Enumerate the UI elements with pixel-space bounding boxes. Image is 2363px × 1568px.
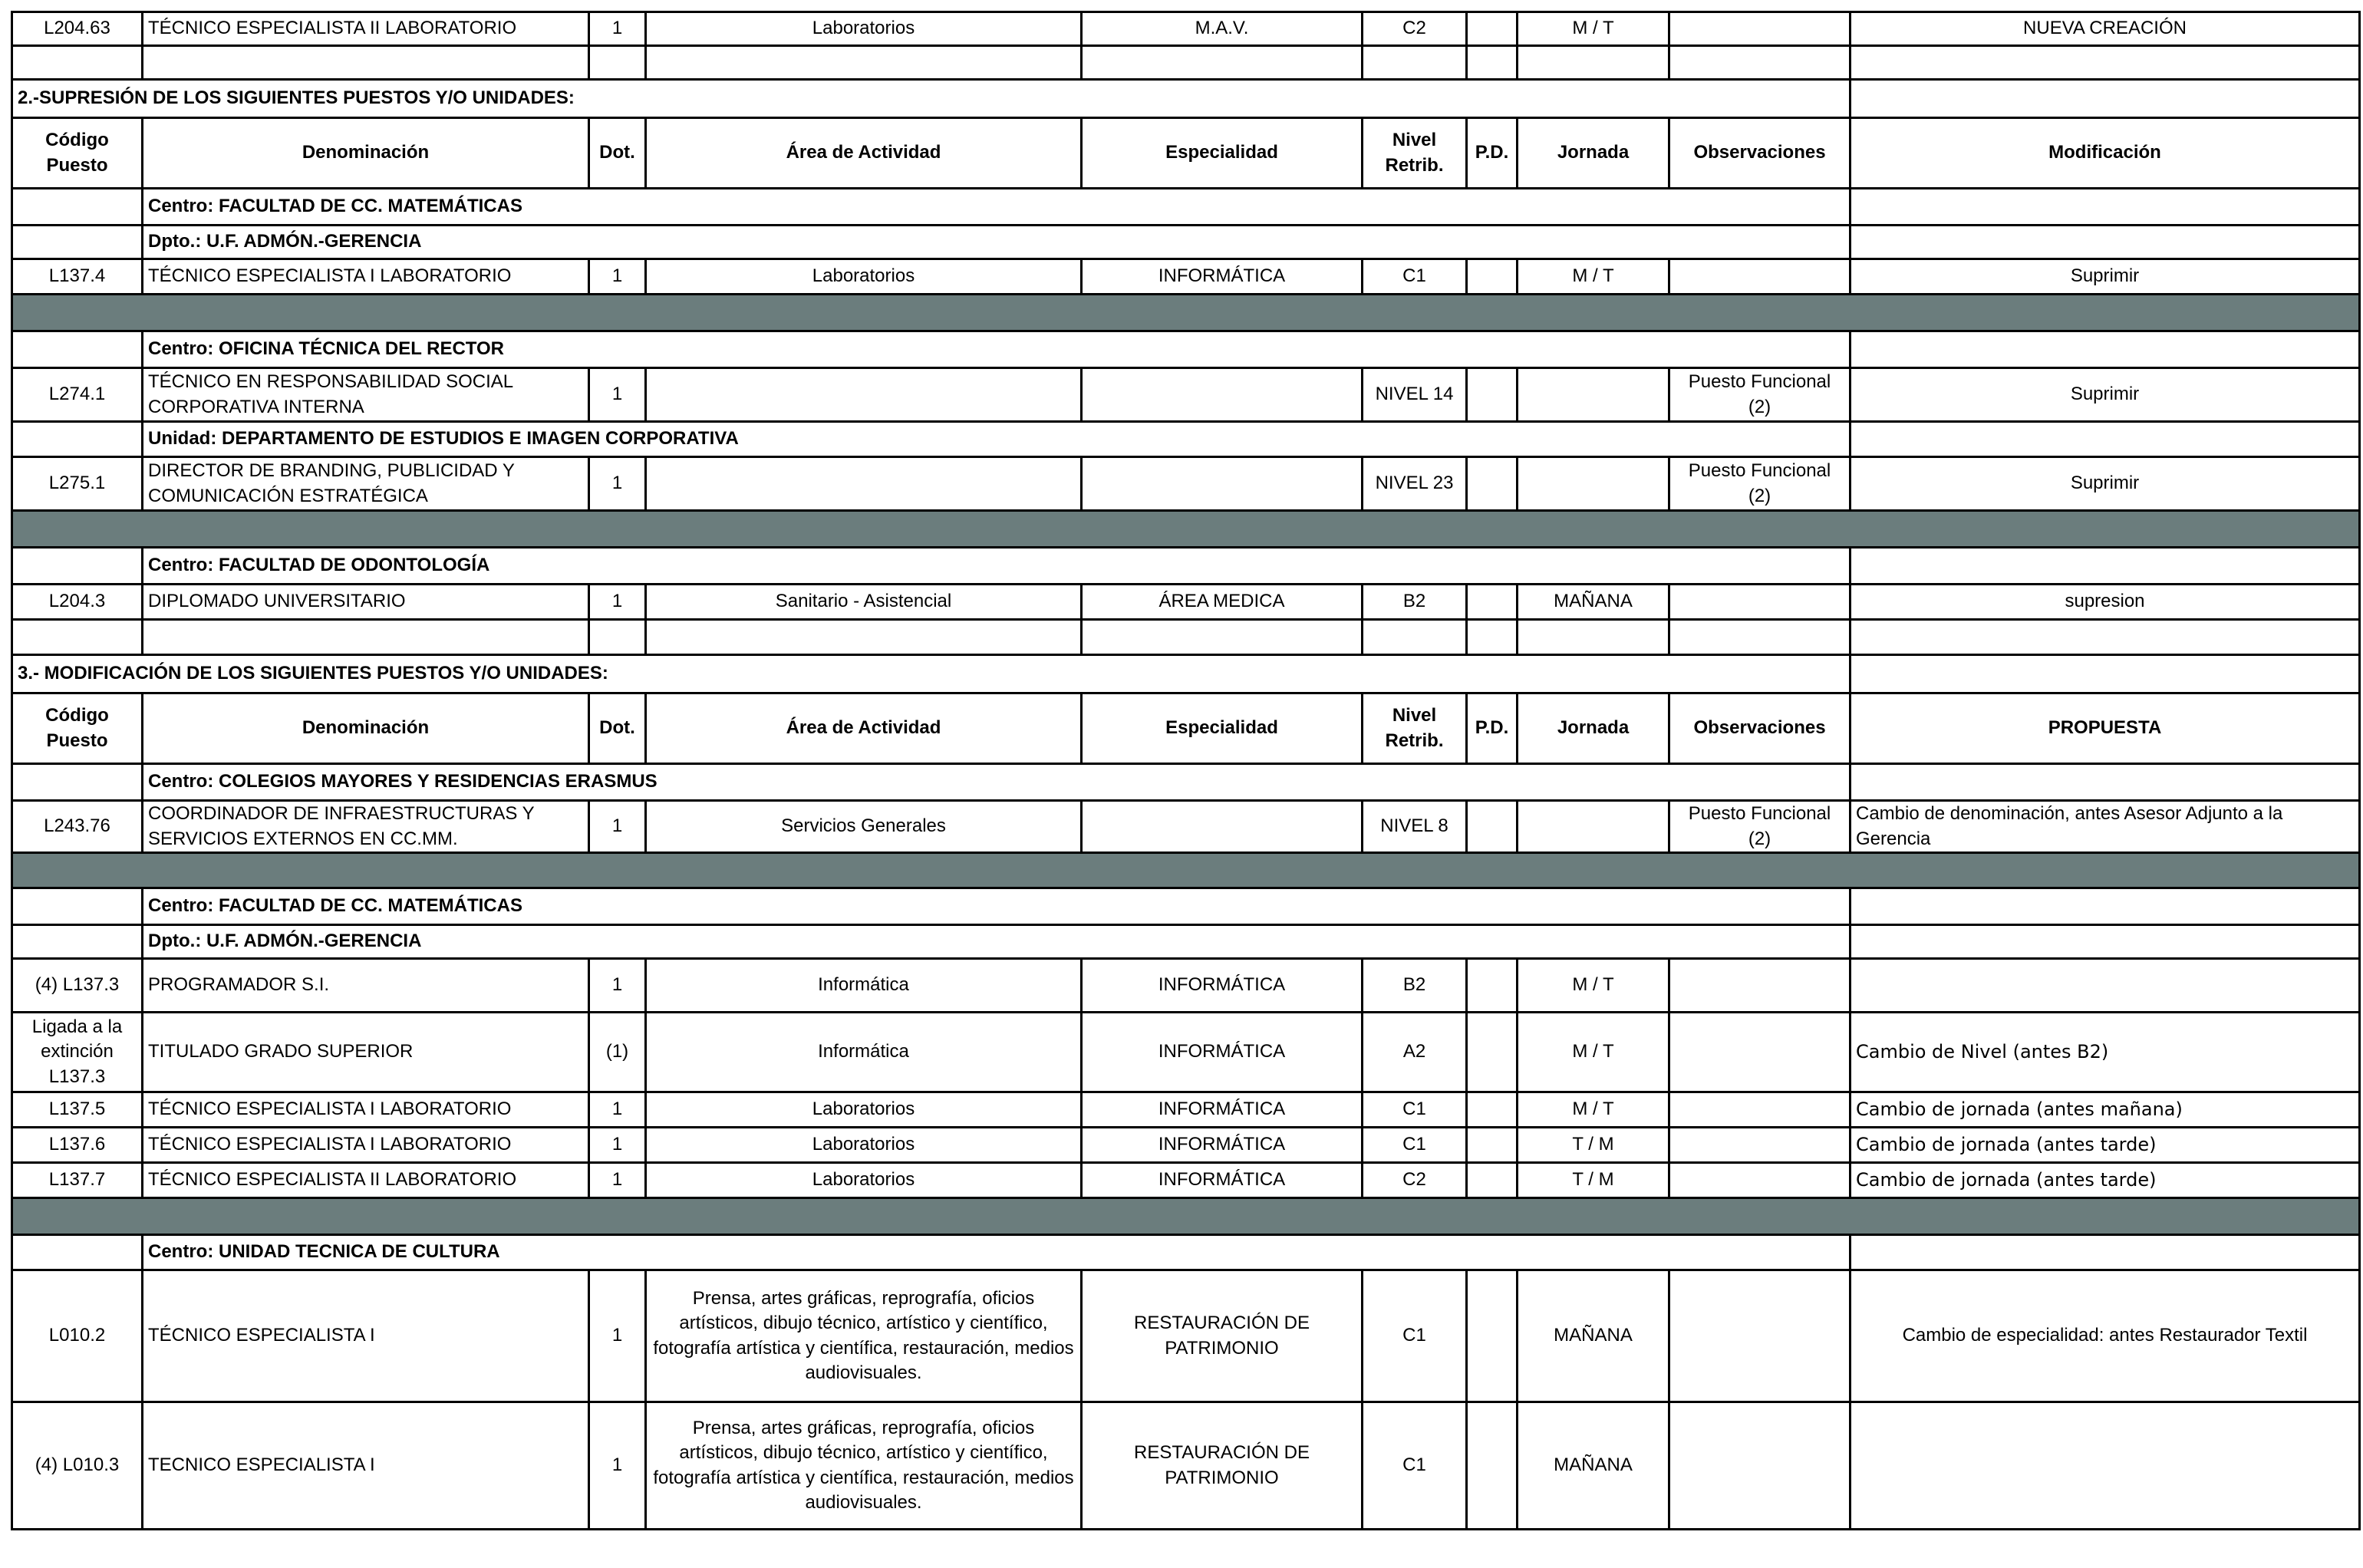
especialidad-cell: M.A.V. (1082, 12, 1363, 46)
especialidad-cell (1082, 801, 1363, 853)
pd-cell (1467, 1402, 1518, 1530)
jornada-cell: MAÑANA (1518, 1402, 1669, 1530)
dot-cell: 1 (589, 259, 646, 295)
header-especialidad: Especialidad (1082, 693, 1363, 764)
area-cell: Sanitario - Asistencial (646, 585, 1082, 620)
especialidad-cell (1082, 368, 1363, 422)
dot-cell: 1 (589, 585, 646, 620)
section-title-row (12, 80, 2360, 118)
observaciones-cell (1669, 12, 1851, 46)
table-row (12, 1402, 2360, 1530)
observaciones-cell (1669, 1013, 1851, 1092)
table-row (12, 959, 2360, 1013)
denominacion-cell: TÉCNICO ESPECIALISTA II LABORATORIO (143, 1163, 589, 1198)
observaciones-cell (1669, 959, 1851, 1013)
denominacion-cell: DIRECTOR DE BRANDING, PUBLICIDAD Y COMUNICACIÓN ESTRATÉGICA (143, 457, 589, 511)
centro-row (12, 548, 2360, 585)
especialidad-cell: INFORMÁTICA (1082, 959, 1363, 1013)
dot-cell: 1 (589, 1128, 646, 1163)
table-row (12, 1092, 2360, 1128)
centro-row (12, 888, 2360, 925)
header-especialidad: Especialidad (1082, 118, 1363, 189)
section-title: 3.- MODIFICACIÓN DE LOS SIGUIENTES PUESTOS Y/O UNIDADES: (12, 655, 1851, 693)
area-cell: Laboratorios (646, 1128, 1082, 1163)
dot-cell: 1 (589, 1270, 646, 1402)
header-observaciones: Observaciones (1669, 693, 1851, 764)
propuesta-cell: Cambio de jornada (antes tarde) (1851, 1163, 2360, 1198)
jornada-cell: M / T (1518, 1013, 1669, 1092)
modificacion-cell: supresion (1851, 585, 2360, 620)
header-nivel: Nivel Retrib. (1363, 118, 1467, 189)
pd-cell (1467, 1092, 1518, 1128)
centro-row (12, 764, 2360, 801)
area-cell (646, 368, 1082, 422)
nivel-cell: B2 (1363, 959, 1467, 1013)
pd-cell (1467, 959, 1518, 1013)
table-row (12, 12, 2360, 46)
propuesta-cell: Cambio de denominación, antes Asesor Adjunto a la Gerencia (1851, 801, 2360, 853)
observaciones-cell: Puesto Funcional (2) (1669, 368, 1851, 422)
codigo-cell: Ligada a la extinción L137.3 (12, 1013, 143, 1092)
dot-cell: 1 (589, 1092, 646, 1128)
observaciones-cell (1669, 1270, 1851, 1402)
centro-label: Centro: COLEGIOS MAYORES Y RESIDENCIAS ERASMUS (143, 764, 1851, 801)
observaciones-cell (1669, 259, 1851, 295)
area-cell: Informática (646, 959, 1082, 1013)
codigo-cell: L204.63 (12, 12, 143, 46)
denominacion-cell: TITULADO GRADO SUPERIOR (143, 1013, 589, 1092)
section-title-row (12, 655, 2360, 693)
codigo-cell: L274.1 (12, 368, 143, 422)
positions-table (11, 11, 2361, 1530)
separator-row (12, 295, 2360, 331)
pd-cell (1467, 259, 1518, 295)
header-dot: Dot. (589, 118, 646, 189)
dot-cell: 1 (589, 12, 646, 46)
codigo-cell: L137.6 (12, 1128, 143, 1163)
dot-cell: 1 (589, 368, 646, 422)
observaciones-cell: Puesto Funcional (2) (1669, 801, 1851, 853)
denominacion-cell: TÉCNICO ESPECIALISTA I LABORATORIO (143, 259, 589, 295)
modificacion-cell: Suprimir (1851, 457, 2360, 511)
denominacion-cell: PROGRAMADOR S.I. (143, 959, 589, 1013)
pd-cell (1467, 457, 1518, 511)
dot-cell: 1 (589, 801, 646, 853)
header-codigo: Código Puesto (12, 118, 143, 189)
centro-label: Centro: UNIDAD TECNICA DE CULTURA (143, 1235, 1851, 1270)
empty-row (12, 620, 2360, 655)
centro-label: Centro: FACULTAD DE ODONTOLOGÍA (143, 548, 1851, 585)
dpto-row (12, 226, 2360, 259)
codigo-cell: L010.2 (12, 1270, 143, 1402)
codigo-cell: L204.3 (12, 585, 143, 620)
dpto-label: Dpto.: U.F. ADMÓN.-GERENCIA (143, 925, 1851, 959)
table-row (12, 368, 2360, 422)
pd-cell (1467, 1163, 1518, 1198)
especialidad-cell: INFORMÁTICA (1082, 259, 1363, 295)
pd-cell (1467, 585, 1518, 620)
centro-label: Centro: FACULTAD DE CC. MATEMÁTICAS (143, 189, 1851, 226)
nivel-cell: A2 (1363, 1013, 1467, 1092)
header-observaciones: Observaciones (1669, 118, 1851, 189)
table-row (12, 457, 2360, 511)
unidad-row (12, 422, 2360, 457)
jornada-cell: M / T (1518, 259, 1669, 295)
nivel-cell: C1 (1363, 1402, 1467, 1530)
header-dot: Dot. (589, 693, 646, 764)
dot-cell: 1 (589, 1163, 646, 1198)
empty-row (12, 46, 2360, 80)
observaciones-cell (1669, 1402, 1851, 1530)
codigo-cell: L275.1 (12, 457, 143, 511)
centro-label: Centro: FACULTAD DE CC. MATEMÁTICAS (143, 888, 1851, 925)
jornada-cell (1518, 801, 1669, 853)
dot-cell: 1 (589, 959, 646, 1013)
codigo-cell: (4) L137.3 (12, 959, 143, 1013)
nivel-cell: C1 (1363, 1270, 1467, 1402)
codigo-cell: L137.5 (12, 1092, 143, 1128)
observaciones-cell (1669, 585, 1851, 620)
codigo-cell: (4) L010.3 (12, 1402, 143, 1530)
nivel-cell: B2 (1363, 585, 1467, 620)
area-cell: Prensa, artes gráficas, reprografía, oficios artísticos, dibujo técnico, artístico y científico, fotografía artística y científica, restauración, medios audiovisuales. (646, 1402, 1082, 1530)
especialidad-cell: RESTAURACIÓN DE PATRIMONIO (1082, 1270, 1363, 1402)
header-codigo: Código Puesto (12, 693, 143, 764)
dot-cell: (1) (589, 1013, 646, 1092)
observaciones-cell (1669, 1092, 1851, 1128)
header-jornada: Jornada (1518, 118, 1669, 189)
jornada-cell: M / T (1518, 959, 1669, 1013)
centro-row (12, 331, 2360, 368)
separator-row (12, 1198, 2360, 1235)
propuesta-cell: Cambio de Nivel (antes B2) (1851, 1013, 2360, 1092)
header-area: Área de Actividad (646, 118, 1082, 189)
especialidad-cell (1082, 457, 1363, 511)
denominacion-cell: TÉCNICO EN RESPONSABILIDAD SOCIAL CORPORATIVA INTERNA (143, 368, 589, 422)
jornada-cell: MAÑANA (1518, 585, 1669, 620)
codigo-cell: L137.7 (12, 1163, 143, 1198)
denominacion-cell: TÉCNICO ESPECIALISTA I LABORATORIO (143, 1128, 589, 1163)
unidad-label: Unidad: DEPARTAMENTO DE ESTUDIOS E IMAGEN CORPORATIVA (143, 422, 1851, 457)
centro-row (12, 189, 2360, 226)
pd-cell (1467, 12, 1518, 46)
nivel-cell: C1 (1363, 1092, 1467, 1128)
jornada-cell (1518, 457, 1669, 511)
jornada-cell (1518, 368, 1669, 422)
table-row (12, 259, 2360, 295)
pd-cell (1467, 368, 1518, 422)
modificacion-cell: Suprimir (1851, 368, 2360, 422)
pd-cell (1467, 1013, 1518, 1092)
pd-cell (1467, 801, 1518, 853)
separator-row (12, 853, 2360, 888)
header-area: Área de Actividad (646, 693, 1082, 764)
area-cell (646, 457, 1082, 511)
denominacion-cell: TECNICO ESPECIALISTA I (143, 1402, 589, 1530)
dpto-row (12, 925, 2360, 959)
nivel-cell: NIVEL 14 (1363, 368, 1467, 422)
nivel-cell: C1 (1363, 259, 1467, 295)
header-propuesta: PROPUESTA (1851, 693, 2360, 764)
header-jornada: Jornada (1518, 693, 1669, 764)
area-cell: Laboratorios (646, 1163, 1082, 1198)
area-cell: Informática (646, 1013, 1082, 1092)
denominacion-cell: TÉCNICO ESPECIALISTA I (143, 1270, 589, 1402)
nivel-cell: NIVEL 8 (1363, 801, 1467, 853)
observaciones-cell (1669, 1128, 1851, 1163)
jornada-cell: MAÑANA (1518, 1270, 1669, 1402)
dot-cell: 1 (589, 1402, 646, 1530)
separator-row (12, 511, 2360, 548)
table-row (12, 1128, 2360, 1163)
area-cell: Servicios Generales (646, 801, 1082, 853)
codigo-cell: L243.76 (12, 801, 143, 853)
dpto-label: Dpto.: U.F. ADMÓN.-GERENCIA (143, 226, 1851, 259)
header-nivel: Nivel Retrib. (1363, 693, 1467, 764)
pd-cell (1467, 1128, 1518, 1163)
observaciones-cell (1669, 1163, 1851, 1198)
codigo-cell: L137.4 (12, 259, 143, 295)
nivel-cell: C2 (1363, 12, 1467, 46)
nivel-cell: C2 (1363, 1163, 1467, 1198)
header-row (12, 118, 2360, 189)
header-pd: P.D. (1467, 693, 1518, 764)
denominacion-cell: TÉCNICO ESPECIALISTA II LABORATORIO (143, 12, 589, 46)
table-row (12, 801, 2360, 853)
table-row (12, 585, 2360, 620)
especialidad-cell: INFORMÁTICA (1082, 1128, 1363, 1163)
especialidad-cell: INFORMÁTICA (1082, 1092, 1363, 1128)
header-denominacion: Denominación (143, 118, 589, 189)
jornada-cell: T / M (1518, 1128, 1669, 1163)
dot-cell: 1 (589, 457, 646, 511)
especialidad-cell: INFORMÁTICA (1082, 1163, 1363, 1198)
nivel-cell: C1 (1363, 1128, 1467, 1163)
jornada-cell: M / T (1518, 12, 1669, 46)
especialidad-cell: INFORMÁTICA (1082, 1013, 1363, 1092)
observaciones-cell: Puesto Funcional (2) (1669, 457, 1851, 511)
propuesta-cell: Cambio de especialidad: antes Restaurador Textil (1851, 1270, 2360, 1402)
header-pd: P.D. (1467, 118, 1518, 189)
centro-row (12, 1235, 2360, 1270)
denominacion-cell: TÉCNICO ESPECIALISTA I LABORATORIO (143, 1092, 589, 1128)
table-row (12, 1270, 2360, 1402)
propuesta-cell: Cambio de jornada (antes mañana) (1851, 1092, 2360, 1128)
section-title: 2.-SUPRESIÓN DE LOS SIGUIENTES PUESTOS Y/O UNIDADES: (12, 80, 1851, 118)
centro-label: Centro: OFICINA TÉCNICA DEL RECTOR (143, 331, 1851, 368)
propuesta-cell (1851, 1402, 2360, 1530)
area-cell: Laboratorios (646, 1092, 1082, 1128)
propuesta-cell: Cambio de jornada (antes tarde) (1851, 1128, 2360, 1163)
area-cell: Laboratorios (646, 259, 1082, 295)
area-cell: Prensa, artes gráficas, reprografía, oficios artísticos, dibujo técnico, artístico y científico, fotografía artística y científica, restauración, medios audiovisuales. (646, 1270, 1082, 1402)
especialidad-cell: RESTAURACIÓN DE PATRIMONIO (1082, 1402, 1363, 1530)
table-row (12, 1163, 2360, 1198)
pd-cell (1467, 1270, 1518, 1402)
denominacion-cell: DIPLOMADO UNIVERSITARIO (143, 585, 589, 620)
especialidad-cell: ÁREA MEDICA (1082, 585, 1363, 620)
area-cell: Laboratorios (646, 12, 1082, 46)
jornada-cell: M / T (1518, 1092, 1669, 1128)
header-row (12, 693, 2360, 764)
header-modificacion: Modificación (1851, 118, 2360, 189)
modificacion-cell: Suprimir (1851, 259, 2360, 295)
propuesta-cell (1851, 959, 2360, 1013)
table-row (12, 1013, 2360, 1092)
jornada-cell: T / M (1518, 1163, 1669, 1198)
nivel-cell: NIVEL 23 (1363, 457, 1467, 511)
header-denominacion: Denominación (143, 693, 589, 764)
denominacion-cell: COORDINADOR DE INFRAESTRUCTURAS Y SERVICIOS EXTERNOS EN CC.MM. (143, 801, 589, 853)
modificacion-cell: NUEVA CREACIÓN (1851, 12, 2360, 46)
